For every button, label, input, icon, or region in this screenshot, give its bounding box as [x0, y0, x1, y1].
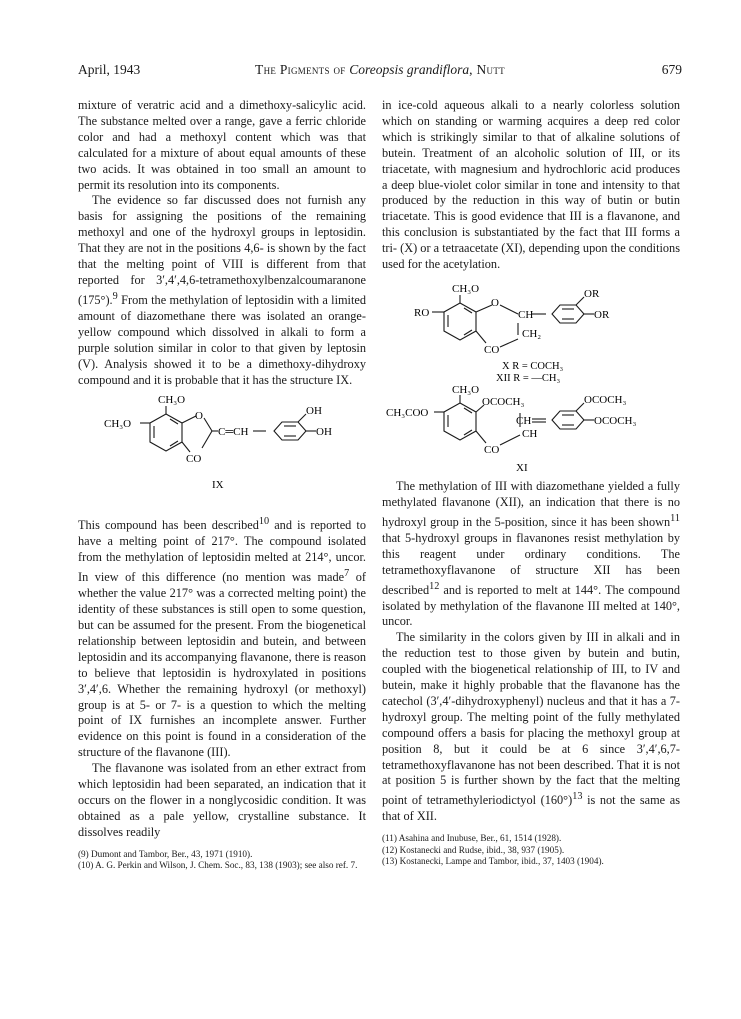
xi-carbonyl: CO [484, 443, 500, 456]
x-left-substituent: RO [414, 306, 430, 319]
right-paragraph-2 [382, 479, 680, 630]
left-column [78, 98, 366, 872]
ix-phenyl-ring [274, 422, 306, 440]
left-paragraph-3 [78, 514, 366, 761]
footnote-9: (9) Dumont and Tambor, Ber., 43, 1971 (1910). [78, 848, 253, 859]
header-date: April, 1943 [78, 62, 141, 77]
left-paragraph-2 [78, 193, 366, 388]
left-p3-text-c: of whether the value 217° was a corrected melting point) the identity of these substances is still open to some question, but can be assumed for the present. From the biogenetical relationship between leptosidin and butein, and between leptosidin and its accompanying flavanone, there is reason to believe that leptosidin is hydroxylated in positions 3′,4′,6. Whether the remaining hydroxyl (or methoxyl) group is at 5- or 7- is a question to which the melting point of IX furnishes an incomplete answer. Further evidence on this point is found in a consideration of the structure of the flavanone (III). [78, 570, 366, 760]
xi-oac-upper: OCOCH₃ [584, 393, 627, 406]
left-paragraph-4: The flavanone was isolated from an ether extract from which leptosidin had been separated, an indication that it occurs on the flower in a nonglycosidic condition. It was obtained as a pale yellow, crystalline substance. It dissolves readily [78, 761, 366, 839]
right-paragraph-3 [382, 630, 680, 825]
footnote-11: (11) Asahina and Inubuse, Ber., 61, 1514 (1928). [382, 833, 562, 844]
left-p2-text-b: From the methylation of leptosidin with a limited amount of diazomethane there was isolated an orange-yellow compound which dissolved in alkali to form a purple solution similar in color to that given by leptosin (V). Analysis showed it to be a dimethoxy-dihydroxy compound and it is probable that it has the structure IX. [78, 292, 366, 387]
header-title [78, 62, 682, 78]
header-title-suffix: , Nutt [469, 62, 505, 77]
xi-benzene-ring [444, 403, 476, 440]
footnote-ref-13: 13 [572, 791, 583, 803]
running-header [78, 62, 682, 82]
ix-label: IX [212, 479, 224, 492]
xi-ring-substituent: OCOCH₃ [482, 395, 525, 408]
x-carbonyl: CO [484, 343, 500, 356]
right-p3-text-b: is not the same as that of XII. [382, 793, 680, 824]
xi-oac-lower: OCOCH₃ [594, 414, 637, 427]
x-top-substituent: CH₃O [452, 282, 480, 295]
xi-left-substituent: CH₃COO [386, 406, 429, 419]
header-title-italic: Coreopsis grandiflora [349, 62, 470, 77]
footnote-ref-7: 7 [344, 568, 350, 580]
x-ring-oxygen: O [491, 296, 499, 309]
right-footnotes [382, 833, 680, 868]
left-footnotes [78, 849, 366, 872]
x-phenyl-ring [552, 305, 584, 323]
footnote-ref-11: 11 [670, 512, 680, 524]
right-p2-text-c: and is reported to melt at 144°. The compound isolated by methylation of the flavanone III melted at 140°, uncor. [382, 582, 680, 629]
right-p2-text-b: that 5-hydroxyl groups in flavanones resist methylation by this reagent under ordinary conditions. The tetramethoxyflavanone of structure XII has been described [382, 530, 680, 597]
ix-oh-lower: OH [316, 426, 332, 439]
xi-label: XI [516, 461, 528, 474]
left-p2-text-a: The evidence so far discussed does not furnish any basis for assigning the positions of the remaining methoxyl and one of the hydroxyl groups in leptosidin. That they are not in the positions 4,6- is shown by the fact that the melting point of VIII is different from that reported for 3′,4′,4,6-tetramethoxylbenzalcoumaranone (175°). [78, 193, 366, 307]
x-legend-2: XII R = —CH₃ [496, 372, 561, 384]
header-title-prefix: The Pigments of [255, 62, 350, 77]
left-p3-text-a: This compound has been described [78, 518, 259, 533]
footnote-12: (12) Kostanecki and Rudse, ibid., 38, 937 (1905). [382, 844, 565, 855]
page-number: 679 [661, 62, 682, 77]
footnote-10: (10) A. G. Perkin and Wilson, J. Chem. Soc., 83, 138 (1903); see also ref. 7. [78, 860, 358, 871]
left-paragraph-1: mixture of veratric acid and a dimethoxy-salicylic acid. The substance melted over a range, gave a ferric chloride color and had a methoxyl content which was that calculated for a mixture of about equal amounts of these two acids. It was obtained in too small an amount to permit its resolution into its components. [78, 98, 366, 192]
ix-ring-oxygen: O [195, 410, 203, 423]
x-benzene-ring [444, 303, 476, 340]
ix-bridge: C═CH [218, 426, 249, 439]
ix-benzene-ring [150, 414, 182, 451]
ix-oh-upper: OH [306, 405, 322, 418]
xi-phenyl-ring [552, 411, 584, 429]
right-paragraph-1: in ice-cold aqueous alkali to a nearly colorless solution which on standing or warming acquires a deep red color which is strikingly similar to that of alkaline solutions of butein. Treatment of an alcoholic solution of III, or its triacetate, with magnesium and hydrochloric acid produces a deep blue-violet color similar in tone and intensity to that produced by the reduction in this way of butin or butin triacetate. This is good evidence that III is a flavanone, and this conclusion is substantiated by the fact that III forms a tri- (X) or a tetraacetate (XI), depending upon the conditions used for the acetylation. [382, 98, 680, 272]
footnote-13: (13) Kostanecki, Lampe and Tambor, ibid., 37, 1403 (1904). [382, 856, 604, 867]
structure-x-xi-xii-diagram [382, 277, 680, 477]
x-legend-1: X R = COCH₃ [502, 360, 564, 372]
footnote-ref-12: 12 [429, 580, 440, 592]
ix-left-substituent: CH₃O [104, 418, 132, 431]
ix-carbonyl: CO [186, 453, 202, 466]
right-p3-text-a: The similarity in the colors given by III in alkali and in the reduction test to those given by butein and butin, coupled with the biogenetical relationship of III, to IV and butein, make it highly probable that the flavanone has the catechol (3′,4′-dihydroxyphenyl) nucleus and that it has a 7-hydroxyl group. The melting point of the fully methylated compound offers a basis for placing the methoxyl group at position 8, but it could be at 6 since 3′,4′,6,7-tetramethoxyflavanone has not been described. That it is not at position 5 is further shown by the fact that the melting point of tetramethyleriodictyol (160°) [382, 630, 680, 808]
footnote-ref-9: 9 [112, 290, 118, 302]
left-p3-text-b: and is reported to have a melting point of 217°. The compound isolated from the methylation of leptosidin melted at 214°, uncor. In view of this difference (no mention was made [78, 518, 366, 585]
x-ch: CH [518, 308, 534, 321]
footnote-ref-10: 10 [258, 516, 270, 528]
x-or-upper: OR [584, 287, 600, 300]
x-ch2: CH₂ [522, 327, 542, 340]
xi-ch: CH [516, 414, 532, 427]
xi-top-substituent: CH₃O [452, 383, 480, 396]
structure-ix-diagram [78, 392, 366, 512]
x-or-lower: OR [594, 308, 610, 321]
right-p2-text-a: The methylation of III with diazomethane yielded a fully methylated flavanone (XII), an indication that there is no hydroxyl group in the 5-position, since it has been shown [382, 478, 680, 529]
xi-ch-lower: CH [522, 427, 538, 440]
right-column [382, 98, 680, 868]
ix-top-substituent: CH₃O [158, 394, 186, 407]
